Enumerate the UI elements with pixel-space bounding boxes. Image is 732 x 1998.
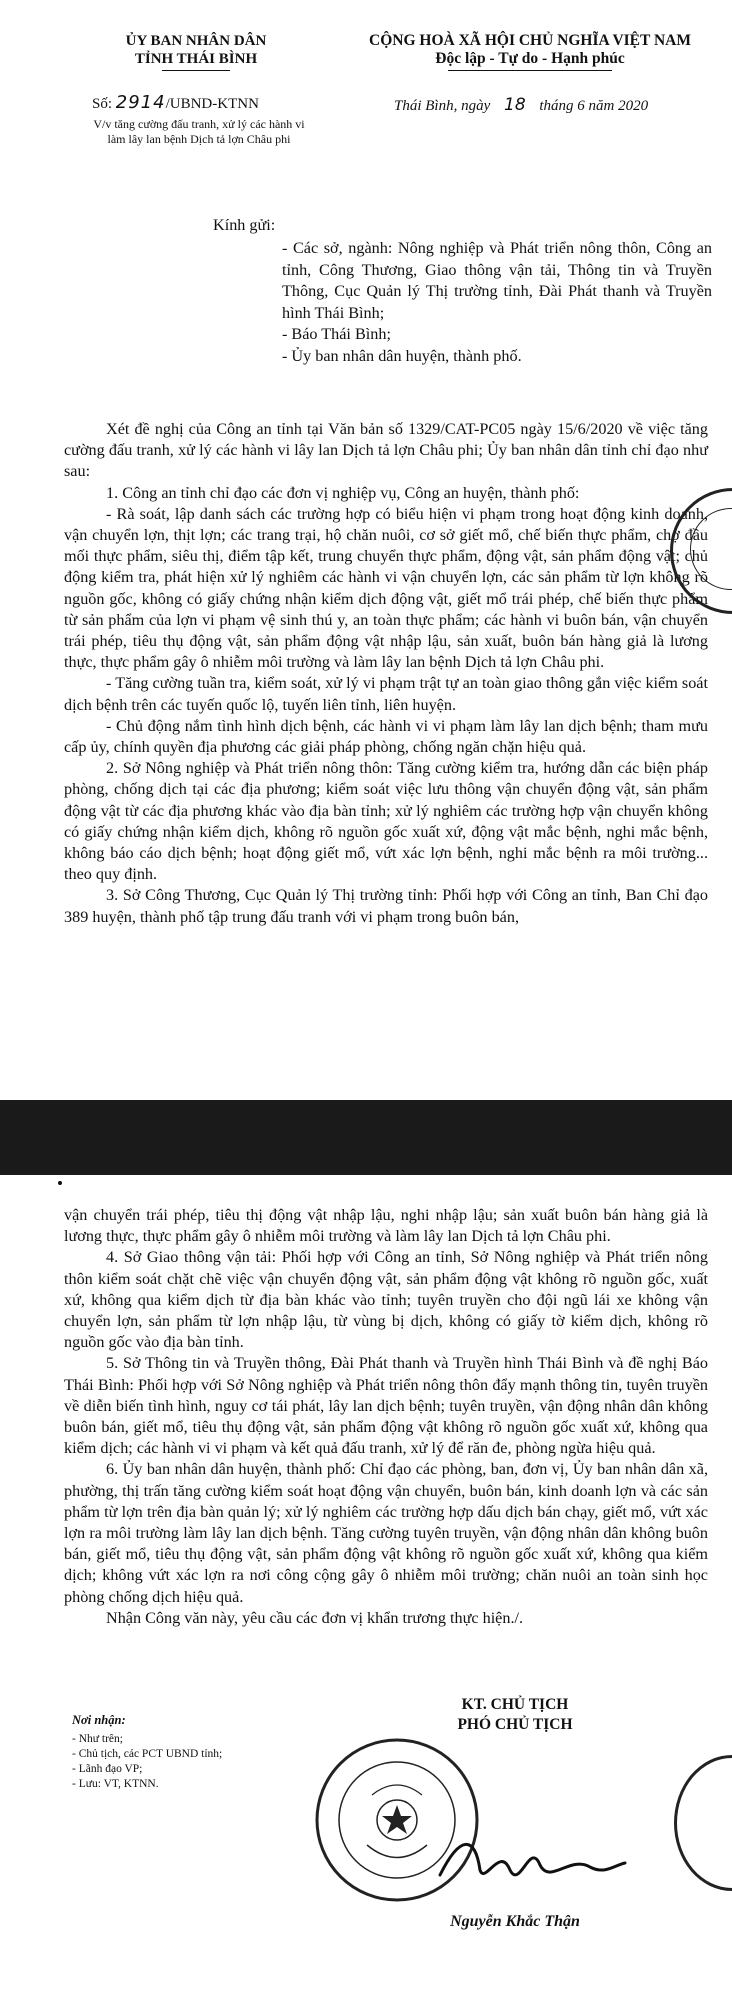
subject-block [64,117,334,147]
recipient-item: - Các sở, ngành: Nông nghiệp và Phát triển nông thôn, Công an tỉnh, Công Thương, Giao thông vận tải, Thông tin và Truyền Thông, Cục Quản lý Thị trường tỉnh, Đài Phát thanh và Truyền hình Thái Bình; [282,239,712,322]
subject-line-1: V/v tăng cường đấu tranh, xử lý các hành vi [93,117,305,131]
date-suffix: tháng 6 năm 2020 [539,98,649,114]
body-page-2 [64,1205,708,1629]
signature-title-1: KT. CHỦ TỊCH [461,1696,569,1713]
subject-line-2: làm lây lan bệnh Dịch tả lợn Châu phi [107,132,291,146]
nation-line-2: Độc lập - Tự do - Hạnh phúc [435,50,625,67]
recipient-item: - Báo Thái Bình; [282,325,391,344]
page-separator [0,1100,732,1175]
distribution-item: - Lưu: VT, KTNN. [72,1778,159,1790]
agency-line-2: TỈNH THÁI BÌNH [134,51,258,67]
recipients-list [282,238,712,368]
paragraph: - Tăng cường tuần tra, kiểm soát, xử lý vi phạm trật tự an toàn giao thông gắn việc kiểm soát dịch bệnh trên các tuyến quốc lộ, tuyến liên tỉnh, liên huyện. [64,674,708,714]
body-page-1 [64,419,708,928]
paragraph: 1. Công an tỉnh chỉ đạo các đơn vị nghiệp vụ, Công an huyện, thành phố: [106,483,580,502]
paragraph: - Chủ động nắm tình hình dịch bệnh, các hành vi vi phạm làm lây lan dịch bệnh; tham mưu cấp ủy, chính quyền địa phương các giải pháp phòng, chống ngăn chặn hiệu quả. [64,716,708,757]
agency-underline [162,70,230,71]
nation-line-1: CỘNG HOÀ XÃ HỘI CHỦ NGHĨA VIỆT NAM [369,32,691,49]
signature-title-2: PHÓ CHỦ TỊCH [457,1716,573,1733]
page-2 [0,1175,732,1998]
edge-seal-icon [674,1755,732,1891]
date-prefix: Thái Bình, ngày [394,98,491,114]
number-handwritten: 2914 [115,92,166,113]
paragraph: 6. Ủy ban nhân dân huyện, thành phố: Chỉ đạo các phòng, ban, đơn vị, Ủy ban nhân dân xã, phường, thị trấn tăng cường kiểm soát hoạt động vận chuyển, buôn bán, kinh doanh lợn và các sản phẩm từ lợn trên địa bàn quản lý; xử lý nghiêm các trường hợp dấu dịch bán chạy, giết mổ, vứt xác lợn ra môi trường làm lây lan dịch bệnh. Tăng cường tuyên truyền, vận động nhân dân không buôn bán, giết mổ, tiêu thụ động vật, sản phẩm động vật không rõ nguồn gốc xuất xứ, không qua kiểm dịch; không vứt xác lợn ra nơi công cộng gây ô nhiễm môi trường; chăn nuôi an toàn sinh học phòng chống dịch hiệu quả. [64,1460,708,1606]
distribution-item: - Lãnh đạo VP; [72,1763,143,1775]
paragraph: 4. Sở Giao thông vận tải: Phối hợp với Công an tỉnh, Sở Nông nghiệp và Phát triển nông thôn kiểm soát chặt chẽ việc vận chuyển động vật, sản phẩm động vật không rõ nguồn gốc, xuất xứ, không qua kiểm dịch từ địa bàn khác vào tỉnh; tuyên truyền cho đội ngũ lái xe không vận chuyển lợn, sản phẩm từ lợn nhập lậu, từ vùng bị dịch, không có giấy tờ kiểm dịch, không rõ nguồn gốc vào địa bàn tỉnh. [64,1248,708,1352]
issuing-agency [96,32,296,68]
signer-name: Nguyễn Khắc Thận [450,1913,580,1930]
distribution-item: - Như trên; [72,1733,123,1745]
date-day-handwritten: 18 [504,95,526,115]
recipient-item: - Ủy ban nhân dân huyện, thành phố. [282,346,522,365]
paragraph: Xét đề nghị của Công an tỉnh tại Văn bản số 1329/CAT-PC05 ngày 15/6/2020 về việc tăng cường đấu tranh, xử lý các hành vi lây lan Dịch tả lợn Châu phi; Ủy ban nhân dân tỉnh chỉ đạo như sau: [64,420,708,481]
date-line [394,95,724,115]
number-prefix: Số: [92,96,113,112]
distribution-item: - Chủ tịch, các PCT UBND tỉnh; [72,1748,223,1760]
distribution-list [72,1713,222,1792]
paragraph: 5. Sở Thông tin và Truyền thông, Đài Phát thanh và Truyền hình Thái Bình và đề nghị Báo Thái Bình: Phối hợp với Sở Nông nghiệp và Phát triển nông thôn đẩy mạnh thông tin, tuyên truyền về diễn biến tình hình, nguy cơ tái phát, lây lan dịch bệnh; tuyên truyền, vận động nhân dân không buôn bán, giết mổ, tiêu thụ động vật, sản phẩm động vật không rõ nguồn gốc xuất xứ, không qua kiểm dịch; các hành vi vi phạm và kết quả đấu tranh, xử lý để răn đe, phòng ngừa hiệu quả. [64,1354,708,1458]
paragraph: vận chuyển trái phép, tiêu thị động vật nhập lậu, nghi nhập lậu; sản xuất buôn bán hàng giả là lương thực, thực phẩm gây ô nhiễm môi trường và làm lây lan Dịch tả lợn Châu phi. [64,1206,708,1246]
signature-titles [390,1695,640,1735]
agency-line-1: ỦY BAN NHÂN DÂN [125,33,267,49]
paragraph: 2. Sở Nông nghiệp và Phát triển nông thôn: Tăng cường kiểm tra, hướng dẫn các biện pháp phòng, chống dịch tại các địa phương; kiểm soát việc lưu thông vận chuyển động vật, sản phẩm động vật từ các địa phương khác vào địa bàn tỉnh; xử lý nghiêm các trường hợp vận chuyển không có giấy chứng nhận kiểm dịch, không rõ nguồn gốc xuất xứ, động vật mắc bệnh, nghi mắc bệnh, không báo cáo dịch bệnh; hoạt động giết mổ, vứt xác lợn bệnh, nghi mắc bệnh ra môi trường... theo quy định. [64,759,708,884]
paragraph: - Rà soát, lập danh sách các trường hợp có biểu hiện vi phạm trong hoạt động kinh doanh, vận chuyển lợn, thịt lợn; các trang trại, hộ chăn nuôi, cơ sở giết mổ, chế biến thực phẩm, chợ đầu mối thực phẩm, siêu thị, điểm tập kết, trung chuyển thực phẩm, động vật, sản phẩm động vật; chủ động kiểm tra, phát hiện xử lý nghiêm các hành vi vận chuyển lợn, các sản phẩm từ lợn không rõ nguồn gốc, không có giấy chứng nhận kiểm dịch động vật, giết mổ trái phép, chế biến thực phẩm từ sản phẩm của lợn vi phạm vệ sinh thú y, an toàn thực phẩm; các hành vi buôn bán, vận chuyển trái phép, tiêu thụ động vật, sản phẩm động vật nhập lậu, sản xuất, buôn bán hàng giả là lương thực, thực phẩm gây ô nhiễm môi trường và làm lây lan bệnh Dịch tả lợn Châu phi. [64,504,708,672]
recipients-label: Kính gửi: [213,216,276,234]
scan-dot [58,1181,62,1185]
national-heading [330,32,730,68]
distribution-title: Nơi nhận: [72,1713,126,1727]
handwritten-signature-icon [430,1825,630,1895]
motto-underline [448,70,612,71]
paragraph: 3. Sở Công Thương, Cục Quản lý Thị trường tỉnh: Phối hợp với Công an tỉnh, Ban Chỉ đạo 389 huyện, thành phố tập trung đấu tranh với vi phạm trong buôn bán, [64,886,708,926]
document-number [92,92,312,113]
number-suffix: /UBND-KTNN [165,96,259,112]
paragraph: Nhận Công văn này, yêu cầu các đơn vị khẩn trương thực hiện./. [106,1608,524,1627]
